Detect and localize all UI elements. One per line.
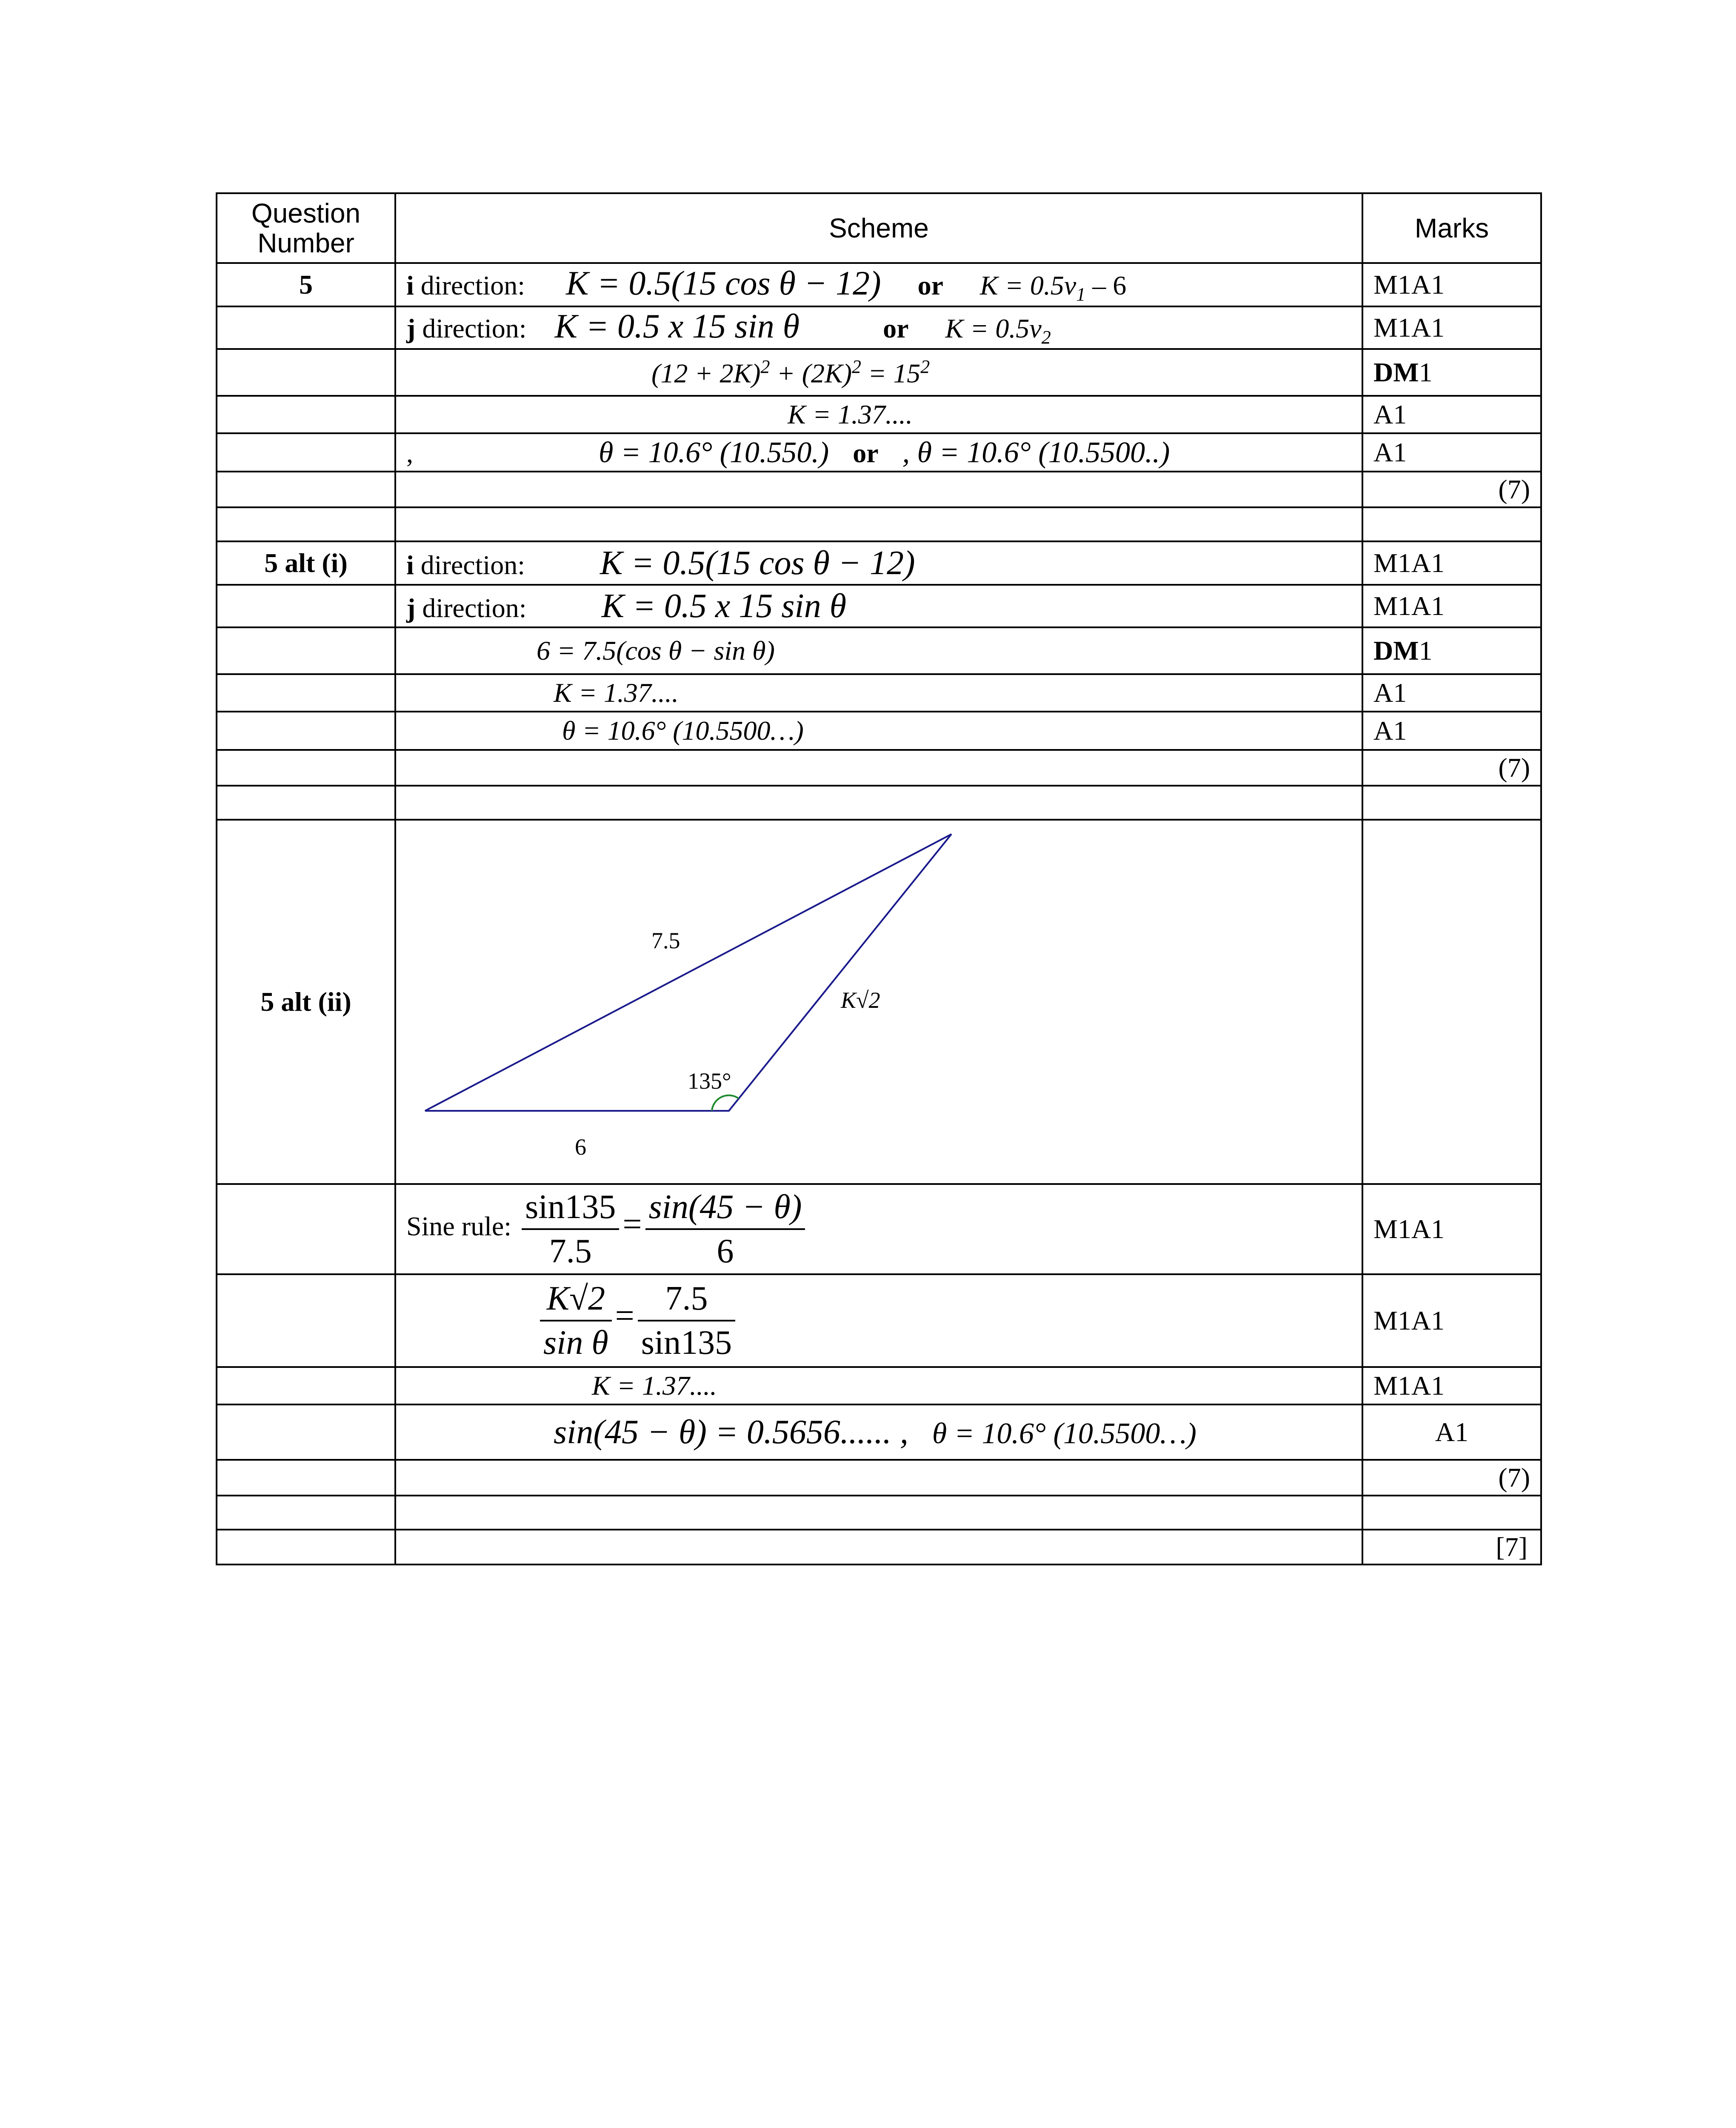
numerator: 7.5: [638, 1280, 735, 1321]
question-number: [217, 1184, 395, 1274]
marks-cell: [1362, 820, 1541, 1184]
question-number: [217, 306, 395, 349]
question-number-header: Question Number: [217, 193, 395, 263]
marks-cell: M1A1: [1362, 1367, 1541, 1404]
table-row: [217, 1496, 1541, 1530]
fraction: [522, 1188, 619, 1270]
scheme-line: [395, 306, 1362, 349]
table-row: [217, 541, 1541, 585]
question-number: [217, 750, 395, 786]
equation: K = 0.5 x 15 sin θ: [601, 587, 847, 625]
marks-cell: M1A1: [1362, 1184, 1541, 1274]
fraction: [638, 1280, 735, 1361]
scheme-line: [395, 750, 1362, 786]
empty-cell: [395, 786, 1362, 820]
table-row: [217, 507, 1541, 541]
marks-cell: M1A1: [1362, 306, 1541, 349]
marks-cell: A1: [1362, 396, 1541, 433]
mark-text: 1: [1419, 357, 1433, 387]
equation-part: + (2K): [770, 358, 852, 388]
direction-label: i: [406, 550, 414, 580]
table-row: [217, 349, 1541, 396]
label-right-side: K√2: [841, 987, 880, 1013]
empty-cell: [217, 786, 395, 820]
table-row: [217, 1460, 1541, 1496]
question-number: [217, 396, 395, 433]
header-row: [217, 193, 1541, 263]
table-row: [217, 1184, 1541, 1274]
empty-cell: [217, 1496, 395, 1530]
scheme-line: [395, 472, 1362, 507]
question-number: [217, 349, 395, 396]
alt-subscript: 1: [1076, 283, 1086, 305]
triangle-svg: [396, 821, 1362, 1184]
table-row: [217, 674, 1541, 712]
sine-rule-label: Sine rule:: [406, 1211, 512, 1241]
question-number: [217, 627, 395, 674]
equation: K = 0.5(15 cos θ − 12): [566, 264, 881, 302]
marks-cell: A1: [1362, 712, 1541, 750]
empty-cell: [395, 1496, 1362, 1530]
table-row: [217, 472, 1541, 507]
equals-sign: =: [615, 1297, 634, 1335]
equation: , θ = 10.6° (10.5500..): [902, 436, 1170, 469]
equation-part: (12 + 2K): [651, 358, 761, 388]
alt-subscript: 2: [1041, 326, 1051, 348]
marks-cell: [1362, 349, 1541, 396]
marks-header: Marks: [1362, 193, 1541, 263]
question-number: 5 alt (i): [217, 541, 395, 585]
scheme-line: K = 1.37....: [395, 674, 1362, 712]
direction-label: j: [406, 313, 416, 343]
or-label: or: [853, 438, 879, 468]
direction-label: i: [406, 270, 414, 300]
scheme-line: [395, 1404, 1362, 1460]
denominator: 6: [717, 1233, 734, 1270]
fraction: [645, 1188, 805, 1270]
question-number: [217, 472, 395, 507]
numerator: sin(45 − θ): [645, 1188, 805, 1230]
mark-bold: DM: [1373, 357, 1419, 387]
question-number: [217, 433, 395, 472]
marks-cell: [1362, 627, 1541, 674]
scheme-line: [395, 433, 1362, 472]
scheme-line: [395, 1274, 1362, 1367]
question-number: [217, 1460, 395, 1496]
scheme-header: Scheme: [395, 193, 1362, 263]
triangle-diagram: [395, 820, 1362, 1184]
table-row: [217, 1367, 1541, 1404]
marks-total: (7): [1362, 750, 1541, 786]
mark-bold: DM: [1373, 635, 1419, 666]
question-number: [217, 712, 395, 750]
question-number: 5: [217, 263, 395, 306]
table-row: [217, 627, 1541, 674]
direction-text: direction:: [414, 270, 525, 300]
empty-cell: [1362, 786, 1541, 820]
marks-total: (7): [1362, 472, 1541, 507]
scheme-line: [395, 585, 1362, 627]
denominator: 7.5: [549, 1233, 592, 1270]
direction-label: j: [406, 593, 416, 623]
label-angle: 135°: [688, 1068, 731, 1094]
grand-total: [7]: [1362, 1530, 1541, 1565]
scheme-line: 6 = 7.5(cos θ − sin θ): [395, 627, 1362, 674]
direction-text: direction:: [415, 313, 527, 343]
marks-cell: A1: [1362, 433, 1541, 472]
table-row: [217, 820, 1541, 1184]
numerator: K√2: [540, 1280, 612, 1321]
equation: θ = 10.6° (10.5500…): [932, 1417, 1196, 1450]
table-row: [217, 433, 1541, 472]
denominator: sin135: [641, 1324, 732, 1361]
numerator: sin135: [522, 1188, 619, 1230]
equation-part: = 15: [861, 358, 921, 388]
label-hypotenuse: 7.5: [651, 928, 680, 953]
equals-sign: =: [622, 1205, 642, 1243]
fraction: [540, 1280, 612, 1361]
table-row: [217, 1274, 1541, 1367]
table-row: [217, 750, 1541, 786]
alt-equation: K = 0.5v: [979, 270, 1076, 300]
marks-cell: M1A1: [1362, 585, 1541, 627]
or-label: or: [917, 270, 943, 300]
scheme-line: [395, 263, 1362, 306]
scheme-line: K = 1.37....: [395, 1367, 1362, 1404]
scheme-line: θ = 10.6° (10.5500…): [395, 712, 1362, 750]
scheme-line: K = 1.37....: [395, 396, 1362, 433]
table-row: [217, 712, 1541, 750]
table-row: [217, 396, 1541, 433]
marks-total: (7): [1362, 1460, 1541, 1496]
alt-equation: K = 0.5v: [945, 313, 1042, 343]
question-number: [217, 674, 395, 712]
marks-cell: M1A1: [1362, 1274, 1541, 1367]
question-number: [217, 1530, 395, 1565]
direction-text: direction:: [415, 593, 527, 623]
question-number: [217, 1367, 395, 1404]
table-row: [217, 1404, 1541, 1460]
scheme-line: [395, 349, 1362, 396]
mark-scheme-table: [216, 192, 1542, 1565]
marks-cell: M1A1: [1362, 263, 1541, 306]
alt-tail: – 6: [1085, 270, 1127, 300]
label-base: 6: [575, 1134, 586, 1160]
question-number: [217, 585, 395, 627]
direction-text: direction:: [414, 550, 525, 580]
table-row: [217, 263, 1541, 306]
equation: K = 0.5 x 15 sin θ: [554, 307, 800, 345]
scheme-line: [395, 1530, 1362, 1565]
table-row: [217, 786, 1541, 820]
denominator: sin θ: [543, 1324, 608, 1361]
or-label: or: [883, 313, 909, 343]
mark-text: 1: [1419, 635, 1433, 666]
empty-cell: [1362, 1496, 1541, 1530]
equation: θ = 10.6° (10.550.): [599, 436, 829, 469]
table-row: [217, 1530, 1541, 1565]
equation: sin(45 − θ) = 0.5656...... ,: [554, 1413, 908, 1451]
exponent: 2: [852, 356, 861, 377]
exponent: 2: [760, 356, 770, 377]
scheme-line: [395, 1184, 1362, 1274]
empty-cell: [1362, 507, 1541, 541]
exponent: 2: [920, 356, 930, 377]
empty-cell: [395, 507, 1362, 541]
empty-cell: [217, 507, 395, 541]
marks-cell: M1A1: [1362, 541, 1541, 585]
table-row: [217, 585, 1541, 627]
marks-cell: A1: [1362, 674, 1541, 712]
scheme-line: [395, 541, 1362, 585]
marks-cell: A1: [1362, 1404, 1541, 1460]
question-number: [217, 1404, 395, 1460]
equation: K = 0.5(15 cos θ − 12): [600, 544, 915, 582]
table-row: [217, 306, 1541, 349]
question-number: [217, 1274, 395, 1367]
comma: ,: [406, 438, 413, 468]
scheme-line: [395, 1460, 1362, 1496]
question-number: 5 alt (ii): [217, 820, 395, 1184]
